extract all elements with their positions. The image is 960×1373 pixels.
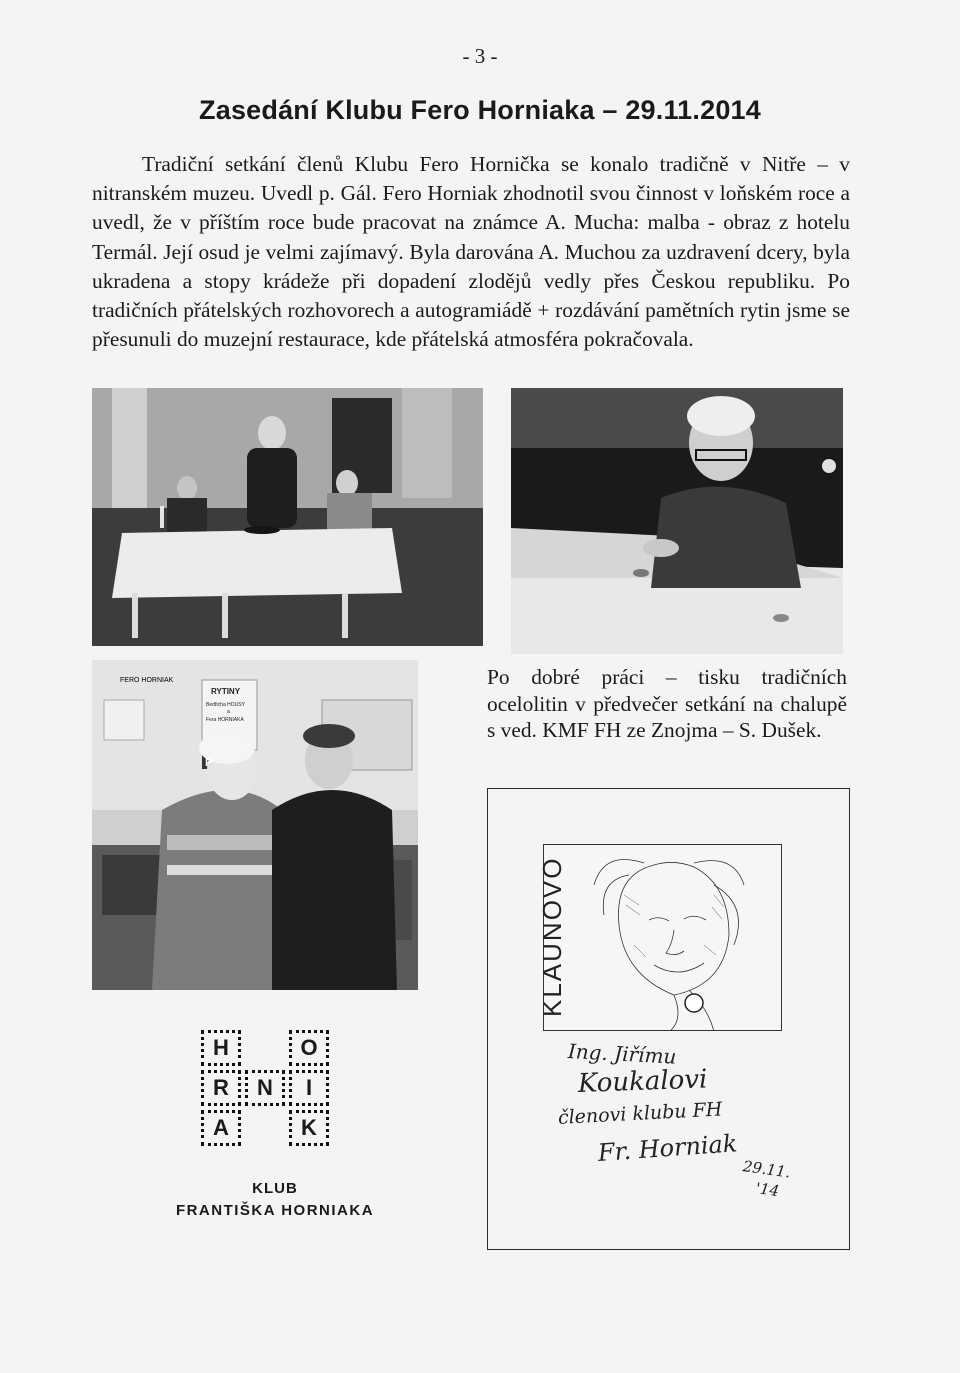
clown-stamp-engraving (543, 844, 782, 1031)
article-body: Tradiční setkání členů Klubu Fero Hornička se konalo tradičně v Nitře – v nitranském muzeu. Uvedl p. Gál. Fero Horniak zhodnotil svou činnost v loňském roce a uvedl, že v příštím roce bude pracovat na známce A. Mucha: malba - obraz z hotelu Termál. Její osud je velmi zajímavý. Byla darována A. Muchou za uzdravení dcery, byla ukradena a stopy krádeže při dopadení zlodějů vedly přes Českou republiku. Po tradičních přátelských rozhovorech a autogramiádě + rozdávání pamětních rytin jsme se přesunuli do muzejní restaurace, kde přátelská atmosféra pokračovala. (92, 152, 850, 352)
handwritten-dedication (538, 1039, 838, 1239)
logo-letter-n: N (245, 1070, 285, 1106)
logo-letter-o: O (289, 1030, 329, 1066)
logo-letter-r: R (201, 1070, 241, 1106)
page-title: Zasedání Klubu Fero Horniaka – 29.11.2014 (199, 95, 761, 125)
logo-letter-h: H (201, 1030, 241, 1066)
poster-line1: Bedřicha HOUSY (206, 702, 245, 708)
page-number: - 3 - (462, 44, 498, 68)
photo-caption: Po dobré práci – tisku tradičních ocelolitin v předvečer setkání na chalupě s ved. KMF FH ze Znojma – S. Dušek. (487, 665, 847, 742)
logo-klub: KLUB (252, 1180, 298, 1197)
logo-letter-a: A (201, 1110, 241, 1146)
logo-letter-i: I (289, 1070, 329, 1106)
signed-stamp-card (487, 788, 850, 1250)
poster-line3: Fera HORNIAKA (206, 717, 244, 723)
signature-line-4: Fr. Horniak (597, 1129, 739, 1167)
poster-line2: a (227, 709, 230, 715)
poster-title: FERO HORNIAK (120, 677, 174, 684)
printing-photo (511, 388, 843, 654)
signature-line-2: Koukalovi (577, 1064, 708, 1099)
club-logo (155, 1030, 395, 1230)
logo-letter-k: K (289, 1110, 329, 1146)
two-men-workshop-photo (92, 660, 418, 990)
signature-line-5: 29.11. (741, 1157, 792, 1182)
signature-line-3: členovi klubu FH (557, 1098, 723, 1129)
stamp-vertical-text: KLAUNOVO (537, 856, 567, 1017)
meeting-room-photo (92, 388, 483, 646)
logo-club-name: FRANTIŠKA HORNIAKA (175, 1202, 375, 1219)
poster-rytiny: RYTINY (211, 687, 241, 696)
signature-line-6: '14 (754, 1179, 781, 1201)
sign-letter: P (205, 757, 213, 769)
signature-line-1: Ing. Jiřímu (567, 1039, 677, 1069)
